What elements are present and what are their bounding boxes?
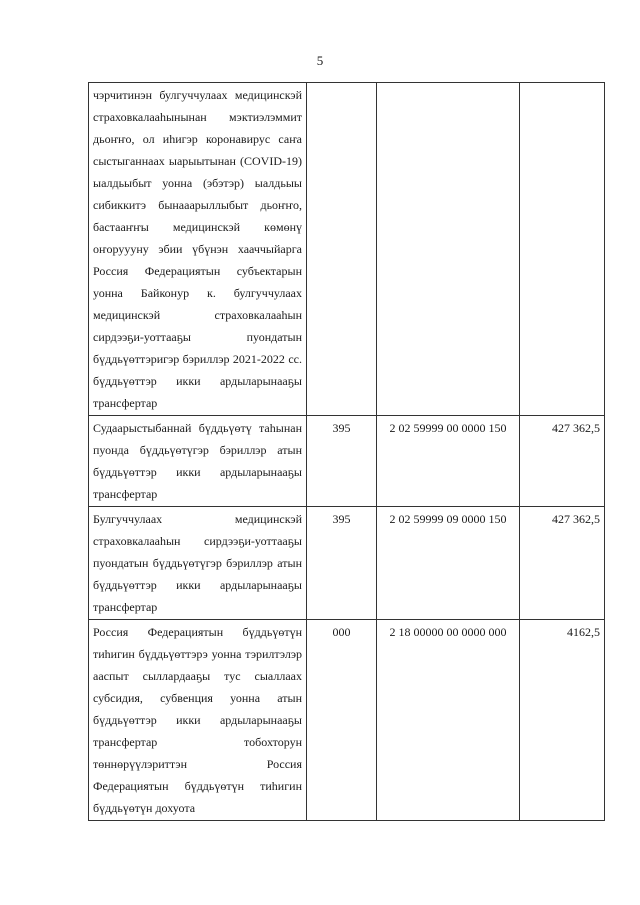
row-code-cell: 2 02 59999 09 0000 150 xyxy=(377,507,520,620)
row-sum-cell xyxy=(520,83,605,416)
page-number: 5 xyxy=(316,53,324,68)
table-row xyxy=(89,620,605,821)
row-sum-cell: 4162,5 xyxy=(520,620,605,821)
table-row xyxy=(89,416,605,507)
row-chapter-cell: 395 xyxy=(307,416,377,507)
table-row xyxy=(89,507,605,620)
row-chapter-cell xyxy=(307,83,377,416)
row-name-cell: чэрчитинэн булгуччулаах медицинскэй страховкалааһынынан мэктиэлэммит дьоҥҥо, ол иһигэр коронавирус саҥа сыстыганнаах ыарыытынан (COVID-19) ыалдьыбыт уонна (эбэтэр) ыалдьыы сибиккитэ бынааарыллыбыт дьоҥҥо, бастааҥҥы медицинскэй көмөнү оҥоруууну эбии үбүнэн хааччыйарга Россия Федерациятын субъектарын уонна Байконур к. булгуччулаах медицинскэй страховкалааһын сирдээҕи-уоттааҕы пуондатын бүддьүөттэригэр бэриллэр 2021-2022 сс. бүддьүөттэр икки ардыларынааҕы трансфертар xyxy=(89,83,307,416)
row-code-cell: 2 18 00000 00 0000 000 xyxy=(377,620,520,821)
row-name-cell: Судаарыстыбаннай бүддьүөтү таһынан пуонда бүддьүөтүгэр бэриллэр атын бүддьүөттэр икки ардыларынааҕы трансфертар xyxy=(89,416,307,507)
budget-table xyxy=(88,82,605,821)
row-chapter-cell: 395 xyxy=(307,507,377,620)
row-sum-cell: 427 362,5 xyxy=(520,416,605,507)
row-sum-cell: 427 362,5 xyxy=(520,507,605,620)
table-row xyxy=(89,83,605,416)
row-code-cell: 2 02 59999 00 0000 150 xyxy=(377,416,520,507)
row-name-cell: Россия Федерациятын бүддьүөтүн тиһигин бүддьүөттэрэ уонна тэрилтэлэр ааспыт сыллардааҕы тус сыаллаах субсидия, субвенция уонна атын бүддьүөттэр икки ардыларынааҕы трансфертар тобохторун төннөрүүлэриттэн Россия Федерациятын бүддьүөтүн тиһигин бүддьүөтүн дохуота xyxy=(89,620,307,821)
row-name-cell: Булгуччулаах медицинскэй страховкалааһын сирдээҕи-уоттааҕы пуондатын бүддьүөтүгэр бэриллэр атын бүддьүөттэр икки ардыларынааҕы трансфертар xyxy=(89,507,307,620)
row-code-cell xyxy=(377,83,520,416)
row-chapter-cell: 000 xyxy=(307,620,377,821)
